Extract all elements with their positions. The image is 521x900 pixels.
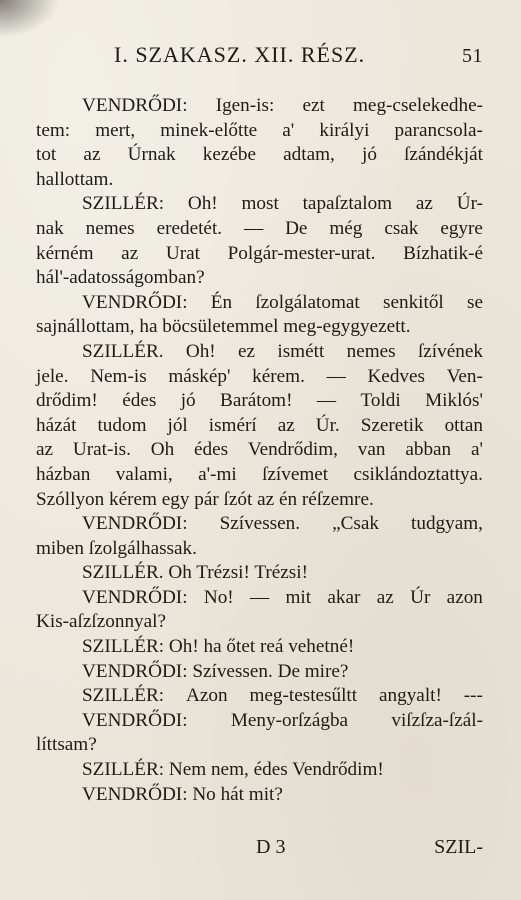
catchword: SZIL- (434, 836, 483, 858)
text-line: tot az Úrnak kezébe adtam, jó ſzándékját (36, 144, 483, 166)
text-line: SZILLÉR. Oh! ez ismétt nemes ſzívének (82, 340, 483, 362)
text-line: jele. Nem-is máskép' kérem. — Kedves Ven- (36, 365, 483, 387)
text-line: házát tudom jól ismérí az Úr. Szeretik ottan (36, 414, 483, 436)
text-line: nak nemes eredetét. — De még csak egyre (36, 217, 483, 239)
text-line: SZILLÉR: Azon meg-testesűltt angyalt! --- (82, 685, 483, 707)
text-line: hallottam. (36, 168, 114, 190)
text-line: VENDRŐDI: No! — mit akar az Úr azon (82, 586, 483, 608)
text-line: VENDRŐDI: Szívessen. De mire? (82, 660, 349, 682)
page-text (36, 94, 483, 807)
text-line: kérném az Urat Polgár-mester-urat. Bízhatik-é (36, 242, 483, 264)
text-line: VENDRŐDI: Meny-orſzágba viſzſza-ſzál- (82, 709, 483, 731)
text-line: házban valami, a'-mi ſzívemet csiklándoztattya. (36, 463, 483, 485)
text-line: VENDRŐDI: No hát mit? (82, 783, 283, 805)
text-line: VENDRŐDI: Szívessen. „Csak tudgyam, (82, 513, 483, 535)
text-line: sajnállottam, ha böcsületemmel meg-egygyezett. (36, 316, 411, 338)
text-line: SZILLÉR: Oh! most tapaſztalom az Úr- (82, 193, 483, 215)
text-line: Kis-aſzſzonnyal? (36, 611, 166, 633)
text-line: miben ſzolgálhassak. (36, 537, 197, 559)
signature-mark: D 3 (256, 836, 286, 858)
text-line: líttsam? (36, 734, 97, 756)
text-line: VENDRŐDI: Én ſzolgálatomat senkitől se (82, 291, 483, 313)
text-line: SZILLÉR: Oh! ha őtet reá vehetné! (82, 636, 355, 658)
text-line: tem: mert, minek-előtte a' királyi parancsola- (36, 119, 483, 141)
corner-smudge (0, 0, 60, 38)
running-head (36, 42, 483, 68)
running-head-title: I. SZAKASZ. XII. RÉSZ. (114, 42, 366, 67)
page-footer (36, 836, 483, 859)
text-line: VENDRŐDI: Igen-is: ezt meg-cselekedhe- (82, 95, 483, 116)
text-line: drődim! édes jó Barátom! — Toldi Miklós' (36, 390, 483, 412)
text-line: Szóllyon kérem egy pár ſzót az én réſzemre. (36, 488, 374, 510)
text-line: az Urat-is. Oh édes Vendrődim, van abban a' (36, 439, 483, 461)
page-number: 51 (462, 45, 483, 67)
text-line: SZILLÉR. Oh Trézsi! Trézsi! (82, 562, 308, 584)
text-line: hál'-adatosságomban? (36, 267, 205, 289)
text-line: SZILLÉR: Nem nem, édes Vendrődim! (82, 759, 384, 781)
